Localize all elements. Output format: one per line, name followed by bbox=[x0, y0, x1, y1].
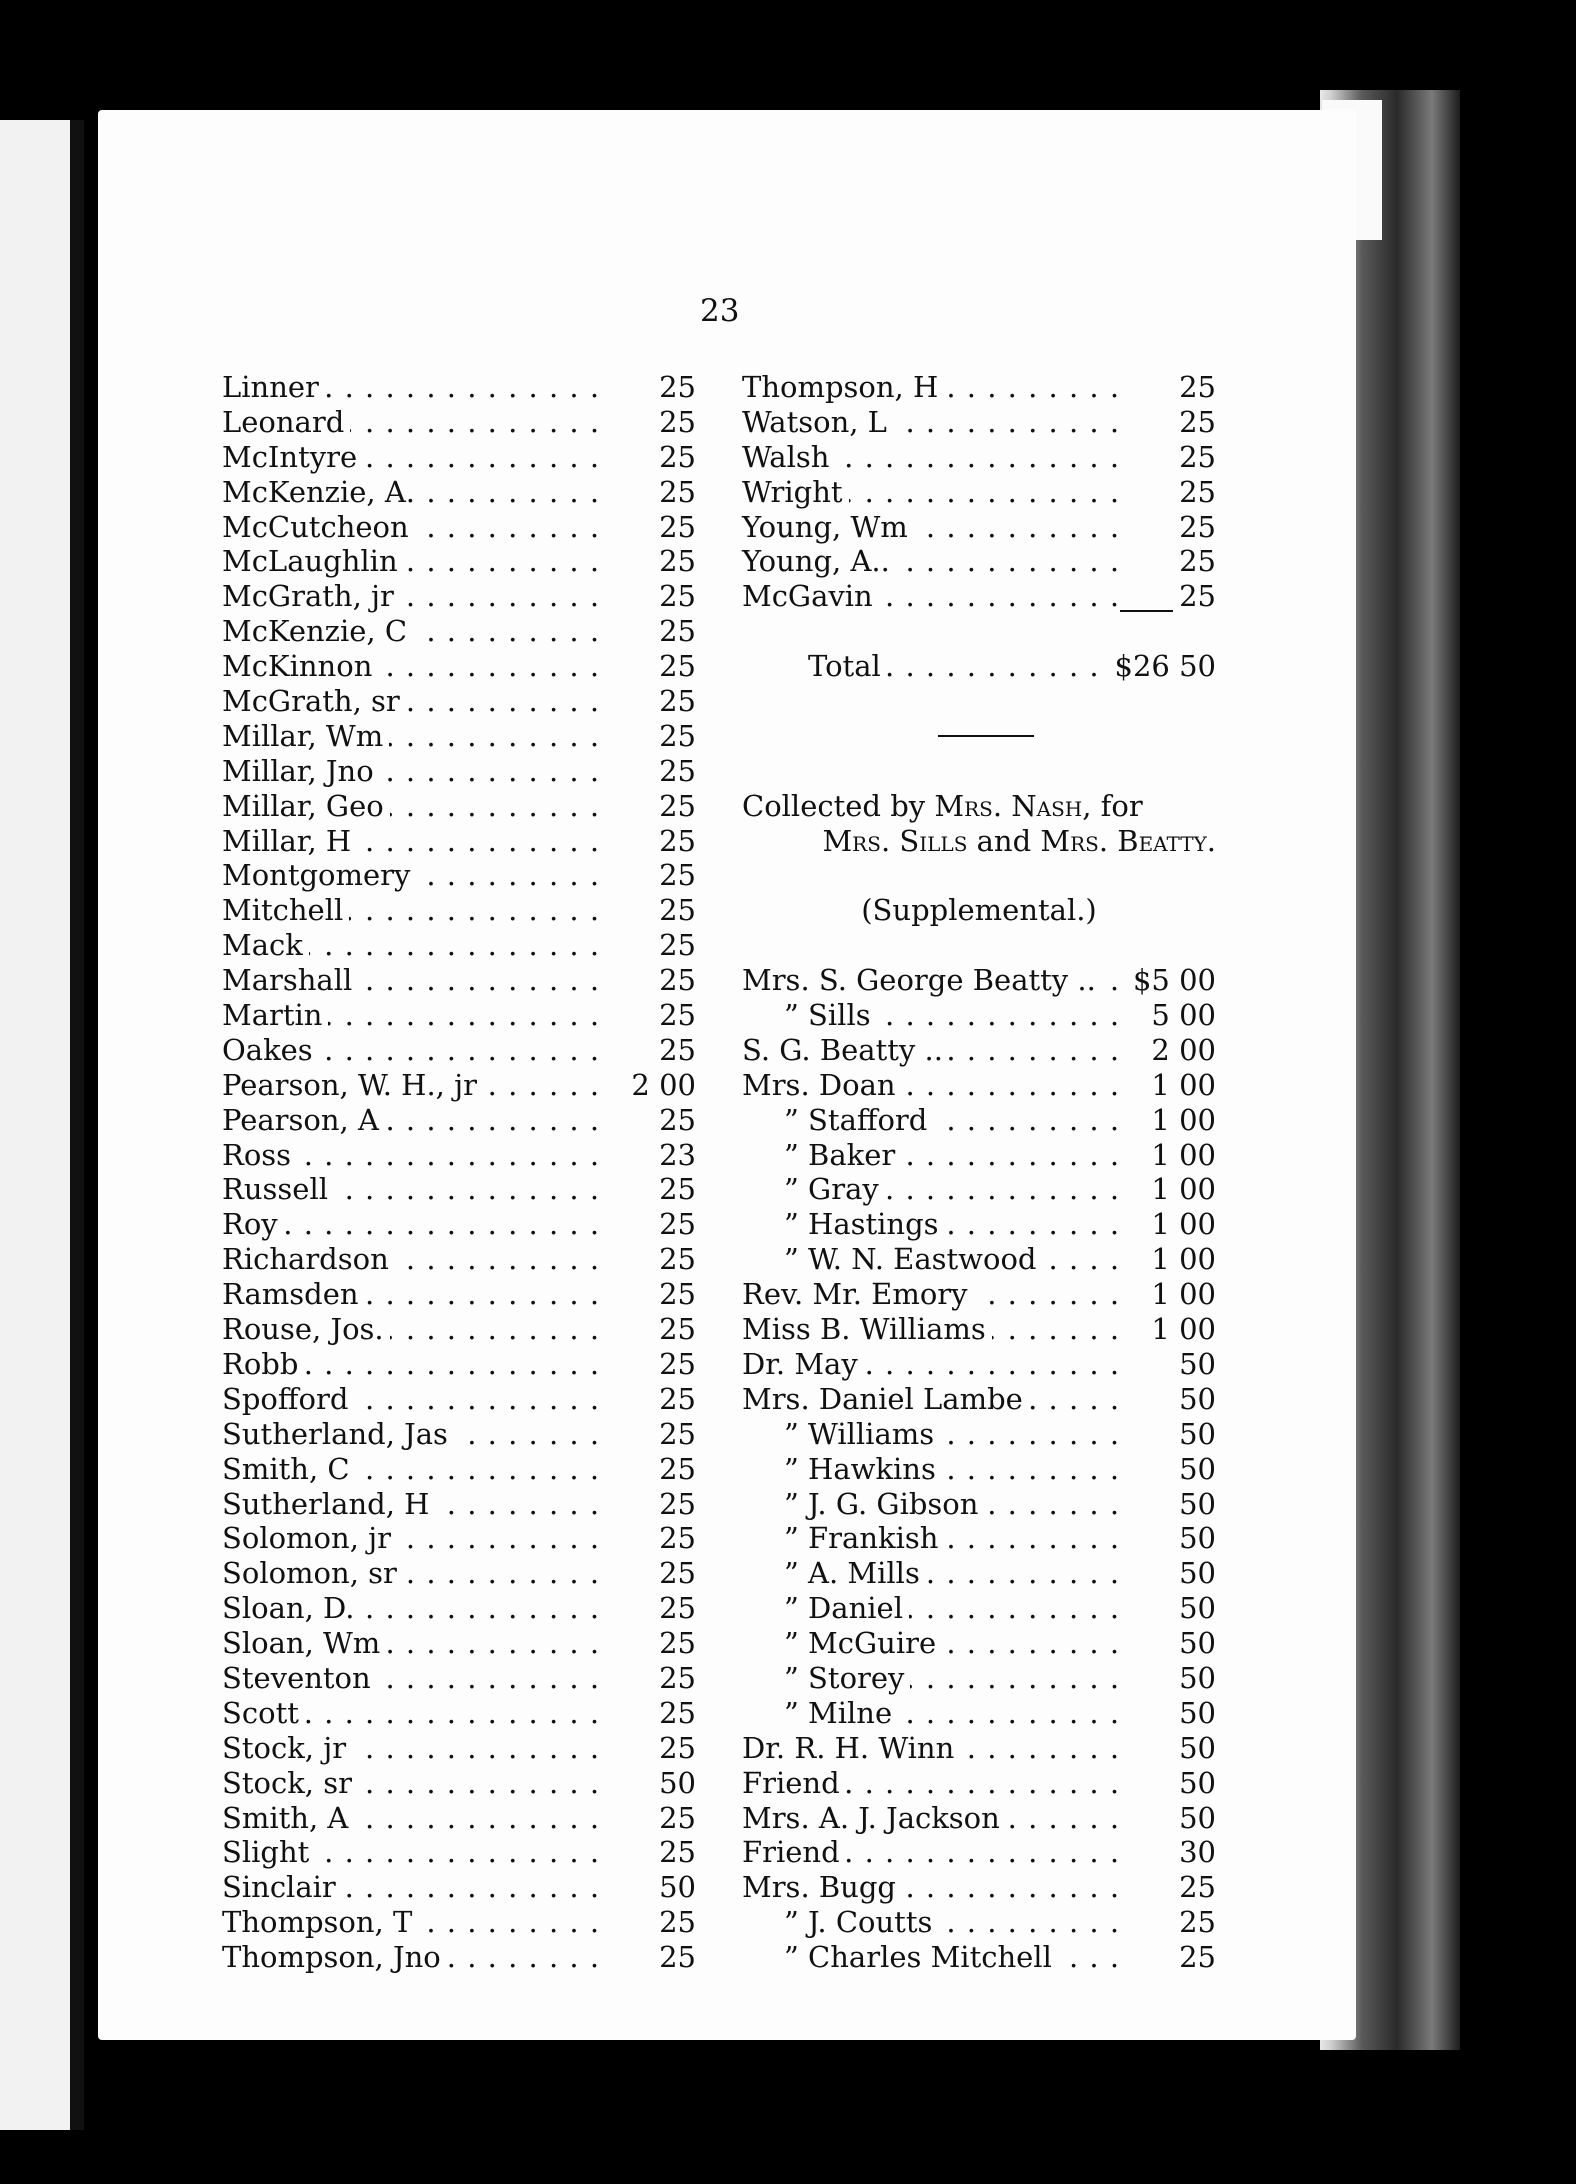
donor-name: ” Daniel bbox=[742, 1591, 909, 1626]
list-item bbox=[222, 1312, 696, 1347]
list-item bbox=[742, 1940, 1216, 1975]
donor-name: Young, Wm bbox=[742, 510, 914, 545]
collector-heading-line2: Mrs. Sills and Mrs. Beatty. bbox=[822, 823, 1216, 858]
donor-name: Thompson, H bbox=[742, 370, 944, 405]
list-item bbox=[742, 544, 1216, 579]
donor-name: Dr. R. H. Winn bbox=[742, 1731, 960, 1766]
donation-amount: 1 00 bbox=[1145, 1277, 1216, 1312]
list-item bbox=[742, 1103, 1216, 1138]
donor-name: McKinnon bbox=[222, 649, 378, 684]
spacer bbox=[742, 858, 1216, 893]
donation-amount: 25 bbox=[653, 754, 696, 789]
donation-amount: 25 bbox=[653, 1905, 696, 1940]
donor-name: ” Charles Mitchell bbox=[742, 1940, 1058, 1975]
list-item bbox=[222, 1870, 696, 1905]
donation-amount: 25 bbox=[653, 824, 696, 859]
donation-amount: 25 bbox=[653, 963, 696, 998]
list-item bbox=[222, 579, 696, 614]
list-item bbox=[222, 1207, 696, 1242]
donation-amount: 2 00 bbox=[625, 1068, 696, 1103]
donation-amount: 25 bbox=[653, 1731, 696, 1766]
list-item bbox=[742, 1661, 1216, 1696]
donor-name: ” McGuire bbox=[742, 1626, 942, 1661]
donor-name: Spofford bbox=[222, 1382, 354, 1417]
donation-amount: 25 bbox=[1173, 1905, 1216, 1940]
donation-amount: 25 bbox=[1173, 1940, 1216, 1975]
donation-amount: 1 00 bbox=[1145, 1138, 1216, 1173]
donor-name: Rouse, Jos. bbox=[222, 1312, 390, 1347]
donation-amount: 1 00 bbox=[1145, 1207, 1216, 1242]
right-bottom-list bbox=[742, 963, 1216, 1975]
donation-amount: 25 bbox=[653, 1277, 696, 1312]
donor-name: ” J. Coutts bbox=[742, 1905, 938, 1940]
donor-name: Stock, sr bbox=[222, 1766, 358, 1801]
list-item bbox=[222, 1801, 696, 1836]
donor-name: ” W. N. Eastwood bbox=[742, 1242, 1042, 1277]
donation-amount: 25 bbox=[653, 684, 696, 719]
donation-amount: 25 bbox=[1173, 544, 1216, 579]
list-item bbox=[742, 440, 1216, 475]
donor-name: Walsh bbox=[742, 440, 835, 475]
donation-amount: $5 00 bbox=[1127, 963, 1216, 998]
donor-name: Ross bbox=[222, 1138, 297, 1173]
list-item bbox=[222, 1452, 696, 1487]
list-item bbox=[742, 475, 1216, 510]
donation-amount: 50 bbox=[653, 1766, 696, 1801]
donor-name: Millar, Geo bbox=[222, 789, 390, 824]
donor-name: Solomon, sr bbox=[222, 1556, 403, 1591]
donor-name: Montgomery bbox=[222, 858, 416, 893]
donation-amount: 25 bbox=[653, 893, 696, 928]
list-item bbox=[222, 1242, 696, 1277]
list-item bbox=[222, 998, 696, 1033]
list-item bbox=[222, 1766, 696, 1801]
section-divider bbox=[742, 719, 1216, 754]
list-item bbox=[222, 789, 696, 824]
list-item bbox=[222, 1905, 696, 1940]
donor-name: Leonard bbox=[222, 405, 350, 440]
donor-name: McIntyre bbox=[222, 440, 363, 475]
donation-amount: 50 bbox=[1173, 1626, 1216, 1661]
donor-name: Pearson, W. H., jr bbox=[222, 1068, 483, 1103]
list-item bbox=[742, 1068, 1216, 1103]
list-item bbox=[742, 1138, 1216, 1173]
donor-name: Sutherland, Jas bbox=[222, 1417, 454, 1452]
donation-amount: 25 bbox=[653, 1347, 696, 1382]
donation-amount: 25 bbox=[653, 1591, 696, 1626]
donation-amount: 25 bbox=[653, 475, 696, 510]
donation-amount: 50 bbox=[1173, 1696, 1216, 1731]
list-item bbox=[222, 1835, 696, 1870]
list-item bbox=[222, 1731, 696, 1766]
donation-amount: 25 bbox=[653, 1940, 696, 1975]
total-line bbox=[742, 649, 1216, 684]
list-item bbox=[742, 1033, 1216, 1068]
donation-amount: 25 bbox=[653, 1207, 696, 1242]
list-item bbox=[742, 1487, 1216, 1522]
donor-name: Miss B. Williams bbox=[742, 1312, 992, 1347]
list-item bbox=[742, 370, 1216, 405]
list-item bbox=[222, 1172, 696, 1207]
donor-name: ” Milne bbox=[742, 1696, 898, 1731]
list-item bbox=[742, 1382, 1216, 1417]
list-item bbox=[222, 893, 696, 928]
list-item bbox=[222, 1556, 696, 1591]
list-item bbox=[222, 1940, 696, 1975]
donor-name: Rev. Mr. Emory bbox=[742, 1277, 974, 1312]
spacer bbox=[742, 684, 1216, 719]
list-item bbox=[742, 1626, 1216, 1661]
donor-name: ” Baker bbox=[742, 1138, 901, 1173]
donation-amount: 25 bbox=[653, 1417, 696, 1452]
donation-amount: 25 bbox=[1173, 440, 1216, 475]
donation-amount: 25 bbox=[1173, 579, 1216, 614]
donor-name: S. G. Beatty .. bbox=[742, 1033, 949, 1068]
donor-name: Pearson, A bbox=[222, 1103, 385, 1138]
donor-name: Martin bbox=[222, 998, 328, 1033]
list-item bbox=[742, 963, 1216, 998]
donor-name: Solomon, jr bbox=[222, 1521, 397, 1556]
page-number: 23 bbox=[700, 293, 740, 329]
donor-name: Robb bbox=[222, 1347, 304, 1382]
donor-name: Sloan, D. bbox=[222, 1591, 360, 1626]
donation-amount: 2 00 bbox=[1145, 1033, 1216, 1068]
donation-amount: 50 bbox=[1173, 1556, 1216, 1591]
list-item bbox=[222, 405, 696, 440]
donor-name: Dr. May bbox=[742, 1347, 864, 1382]
list-item bbox=[742, 1347, 1216, 1382]
list-item bbox=[222, 1138, 696, 1173]
donor-name: Millar, Jno bbox=[222, 754, 380, 789]
donor-name: ” J. G. Gibson bbox=[742, 1487, 984, 1522]
list-item bbox=[222, 963, 696, 998]
donor-name: ” Williams bbox=[742, 1417, 940, 1452]
list-item bbox=[742, 1277, 1216, 1312]
donation-amount: 50 bbox=[1173, 1347, 1216, 1382]
donation-amount: 50 bbox=[1173, 1591, 1216, 1626]
list-item bbox=[222, 1591, 696, 1626]
donation-amount: 25 bbox=[653, 649, 696, 684]
donor-name: ” A. Mills bbox=[742, 1556, 926, 1591]
donation-amount: 25 bbox=[653, 405, 696, 440]
list-item bbox=[742, 1207, 1216, 1242]
list-item bbox=[222, 719, 696, 754]
list-item bbox=[222, 1103, 696, 1138]
donor-name: ” Hastings bbox=[742, 1207, 945, 1242]
donation-amount: 25 bbox=[653, 614, 696, 649]
list-item bbox=[222, 1382, 696, 1417]
donation-amount: 50 bbox=[1173, 1766, 1216, 1801]
donor-name: Richardson bbox=[222, 1242, 395, 1277]
donor-name: McKenzie, A. bbox=[222, 475, 421, 510]
list-item bbox=[222, 510, 696, 545]
list-item bbox=[742, 1242, 1216, 1277]
donor-name: Young, A.. bbox=[742, 544, 896, 579]
right-top-list bbox=[742, 370, 1216, 614]
donor-name: McGrath, jr bbox=[222, 579, 400, 614]
list-item bbox=[222, 440, 696, 475]
donation-amount: 1 00 bbox=[1145, 1172, 1216, 1207]
donor-name: Linner bbox=[222, 370, 325, 405]
donation-amount: 25 bbox=[1173, 370, 1216, 405]
donation-amount: 25 bbox=[653, 1242, 696, 1277]
donation-amount: 50 bbox=[1173, 1731, 1216, 1766]
donor-name: Oakes bbox=[222, 1033, 319, 1068]
list-item bbox=[742, 1521, 1216, 1556]
list-item bbox=[222, 1347, 696, 1382]
donation-amount: 50 bbox=[1173, 1417, 1216, 1452]
left-column bbox=[222, 370, 696, 1975]
donor-name: Mitchell bbox=[222, 893, 349, 928]
total-label: Total bbox=[742, 649, 887, 684]
donor-name: McCutcheon bbox=[222, 510, 415, 545]
donor-name: McGrath, sr bbox=[222, 684, 406, 719]
donation-amount: 25 bbox=[1173, 510, 1216, 545]
donor-name: McLaughlin bbox=[222, 544, 404, 579]
donation-amount: 25 bbox=[653, 998, 696, 1033]
donor-name: Smith, C bbox=[222, 1452, 356, 1487]
donor-name: Mrs. A. J. Jackson bbox=[742, 1801, 1006, 1836]
donor-name: Wright bbox=[742, 475, 849, 510]
donor-name: Stock, jr bbox=[222, 1731, 352, 1766]
donation-amount: 25 bbox=[653, 719, 696, 754]
donation-amount: 25 bbox=[653, 544, 696, 579]
donor-name: Watson, L bbox=[742, 405, 893, 440]
donor-name: Mack bbox=[222, 928, 309, 963]
donation-amount: 25 bbox=[653, 1172, 696, 1207]
donor-name: Mrs. Doan bbox=[742, 1068, 902, 1103]
donor-name: Marshall bbox=[222, 963, 358, 998]
donor-name: Steventon bbox=[222, 1661, 377, 1696]
donation-amount: 50 bbox=[1173, 1801, 1216, 1836]
donation-amount: 25 bbox=[1173, 1870, 1216, 1905]
list-item bbox=[222, 928, 696, 963]
list-item bbox=[222, 754, 696, 789]
donation-amount: 25 bbox=[653, 789, 696, 824]
list-item bbox=[742, 1312, 1216, 1347]
donation-amount: 25 bbox=[653, 1452, 696, 1487]
donation-amount: 25 bbox=[653, 1835, 696, 1870]
total-amount: $26 50 bbox=[1109, 649, 1216, 684]
list-item bbox=[222, 370, 696, 405]
donor-name: Sinclair bbox=[222, 1870, 342, 1905]
donation-amount: 25 bbox=[653, 510, 696, 545]
facing-page-edge bbox=[0, 120, 70, 2130]
donor-name: Ramsden bbox=[222, 1277, 365, 1312]
list-item bbox=[742, 1870, 1216, 1905]
list-item bbox=[222, 1277, 696, 1312]
donation-amount: 50 bbox=[1173, 1521, 1216, 1556]
donor-name: Millar, Wm bbox=[222, 719, 389, 754]
donor-name: ” Hawkins bbox=[742, 1452, 942, 1487]
list-item bbox=[742, 1452, 1216, 1487]
donation-amount: 1 00 bbox=[1145, 1103, 1216, 1138]
donation-amount: 25 bbox=[653, 1312, 696, 1347]
donation-amount: 25 bbox=[653, 440, 696, 475]
donor-name: Thompson, T bbox=[222, 1905, 418, 1940]
list-item bbox=[742, 1731, 1216, 1766]
donation-amount: 25 bbox=[653, 858, 696, 893]
donor-name: Mrs. Bugg bbox=[742, 1870, 902, 1905]
list-item bbox=[742, 1556, 1216, 1591]
list-item bbox=[222, 1487, 696, 1522]
list-item bbox=[222, 614, 696, 649]
donation-amount: 25 bbox=[653, 1033, 696, 1068]
list-item bbox=[222, 1033, 696, 1068]
spacer bbox=[742, 928, 1216, 963]
donor-name: Friend bbox=[742, 1766, 846, 1801]
list-item bbox=[222, 1417, 696, 1452]
donor-name: Scott bbox=[222, 1696, 305, 1731]
list-item bbox=[222, 544, 696, 579]
donor-name: ” Gray bbox=[742, 1172, 885, 1207]
spacer bbox=[742, 754, 1216, 789]
donor-name: Millar, H bbox=[222, 824, 357, 859]
list-item bbox=[222, 824, 696, 859]
donation-amount: 25 bbox=[653, 1103, 696, 1138]
collector-heading-line1: Collected by Mrs. Nash, for bbox=[742, 788, 1143, 823]
donor-name: McKenzie, C bbox=[222, 614, 413, 649]
donor-name: ” Storey bbox=[742, 1661, 910, 1696]
donor-name: Sloan, Wm bbox=[222, 1626, 386, 1661]
donation-amount: 25 bbox=[653, 1382, 696, 1417]
list-item bbox=[222, 858, 696, 893]
list-item bbox=[222, 475, 696, 510]
donation-amount: 25 bbox=[653, 1661, 696, 1696]
list-item bbox=[742, 1835, 1216, 1870]
list-item bbox=[222, 1068, 696, 1103]
donor-name: Mrs. S. George Beatty .. bbox=[742, 963, 1102, 998]
donation-amount: 25 bbox=[1173, 405, 1216, 440]
donation-amount: 30 bbox=[1173, 1835, 1216, 1870]
donor-name: McGavin bbox=[742, 579, 879, 614]
donation-amount: 23 bbox=[653, 1138, 696, 1173]
donation-amount: 1 00 bbox=[1145, 1242, 1216, 1277]
donation-amount: 50 bbox=[1173, 1382, 1216, 1417]
donation-amount: 50 bbox=[653, 1870, 696, 1905]
donor-name: Friend bbox=[742, 1835, 846, 1870]
donation-amount: 50 bbox=[1173, 1452, 1216, 1487]
donation-amount: 25 bbox=[653, 1626, 696, 1661]
donor-name: Sutherland, H bbox=[222, 1487, 435, 1522]
donation-amount: 25 bbox=[653, 579, 696, 614]
donation-amount: 1 00 bbox=[1145, 1312, 1216, 1347]
donor-name: Slight bbox=[222, 1835, 315, 1870]
donation-amount: 25 bbox=[653, 1556, 696, 1591]
donation-amount: 50 bbox=[1173, 1661, 1216, 1696]
donation-amount: 25 bbox=[653, 1487, 696, 1522]
list-item bbox=[222, 649, 696, 684]
list-item bbox=[742, 510, 1216, 545]
list-item bbox=[222, 1696, 696, 1731]
list-item bbox=[742, 998, 1216, 1033]
list-item bbox=[742, 579, 1216, 614]
donor-name: ” Stafford bbox=[742, 1103, 933, 1138]
donation-amount: 25 bbox=[653, 1521, 696, 1556]
list-item bbox=[742, 1766, 1216, 1801]
list-item bbox=[222, 1626, 696, 1661]
list-item bbox=[742, 1591, 1216, 1626]
list-item bbox=[742, 1801, 1216, 1836]
donor-name: ” Sills bbox=[742, 998, 877, 1033]
donation-amount: 25 bbox=[1173, 475, 1216, 510]
total-row bbox=[742, 614, 1216, 649]
list-item bbox=[742, 405, 1216, 440]
donor-name: Thompson, Jno bbox=[222, 1940, 447, 1975]
list-item bbox=[222, 1521, 696, 1556]
donor-name: Roy bbox=[222, 1207, 284, 1242]
donor-name: ” Frankish bbox=[742, 1521, 944, 1556]
donor-name: Smith, A bbox=[222, 1801, 354, 1836]
donation-amount: 1 00 bbox=[1145, 1068, 1216, 1103]
list-item bbox=[742, 1905, 1216, 1940]
donation-amount: 50 bbox=[1173, 1487, 1216, 1522]
donation-amount: 25 bbox=[653, 370, 696, 405]
donation-amount: 25 bbox=[653, 928, 696, 963]
donation-amount: 25 bbox=[653, 1801, 696, 1836]
donation-amount: 25 bbox=[653, 1696, 696, 1731]
right-column bbox=[742, 370, 1216, 1975]
list-item bbox=[222, 684, 696, 719]
supplemental-label: (Supplemental.) bbox=[861, 893, 1097, 928]
list-item bbox=[222, 1661, 696, 1696]
list-item bbox=[742, 1696, 1216, 1731]
donation-amount: 5 00 bbox=[1145, 998, 1216, 1033]
donor-name: Mrs. Daniel Lambe bbox=[742, 1382, 1029, 1417]
donor-name: Russell bbox=[222, 1172, 334, 1207]
list-item bbox=[742, 1417, 1216, 1452]
list-item bbox=[742, 1172, 1216, 1207]
